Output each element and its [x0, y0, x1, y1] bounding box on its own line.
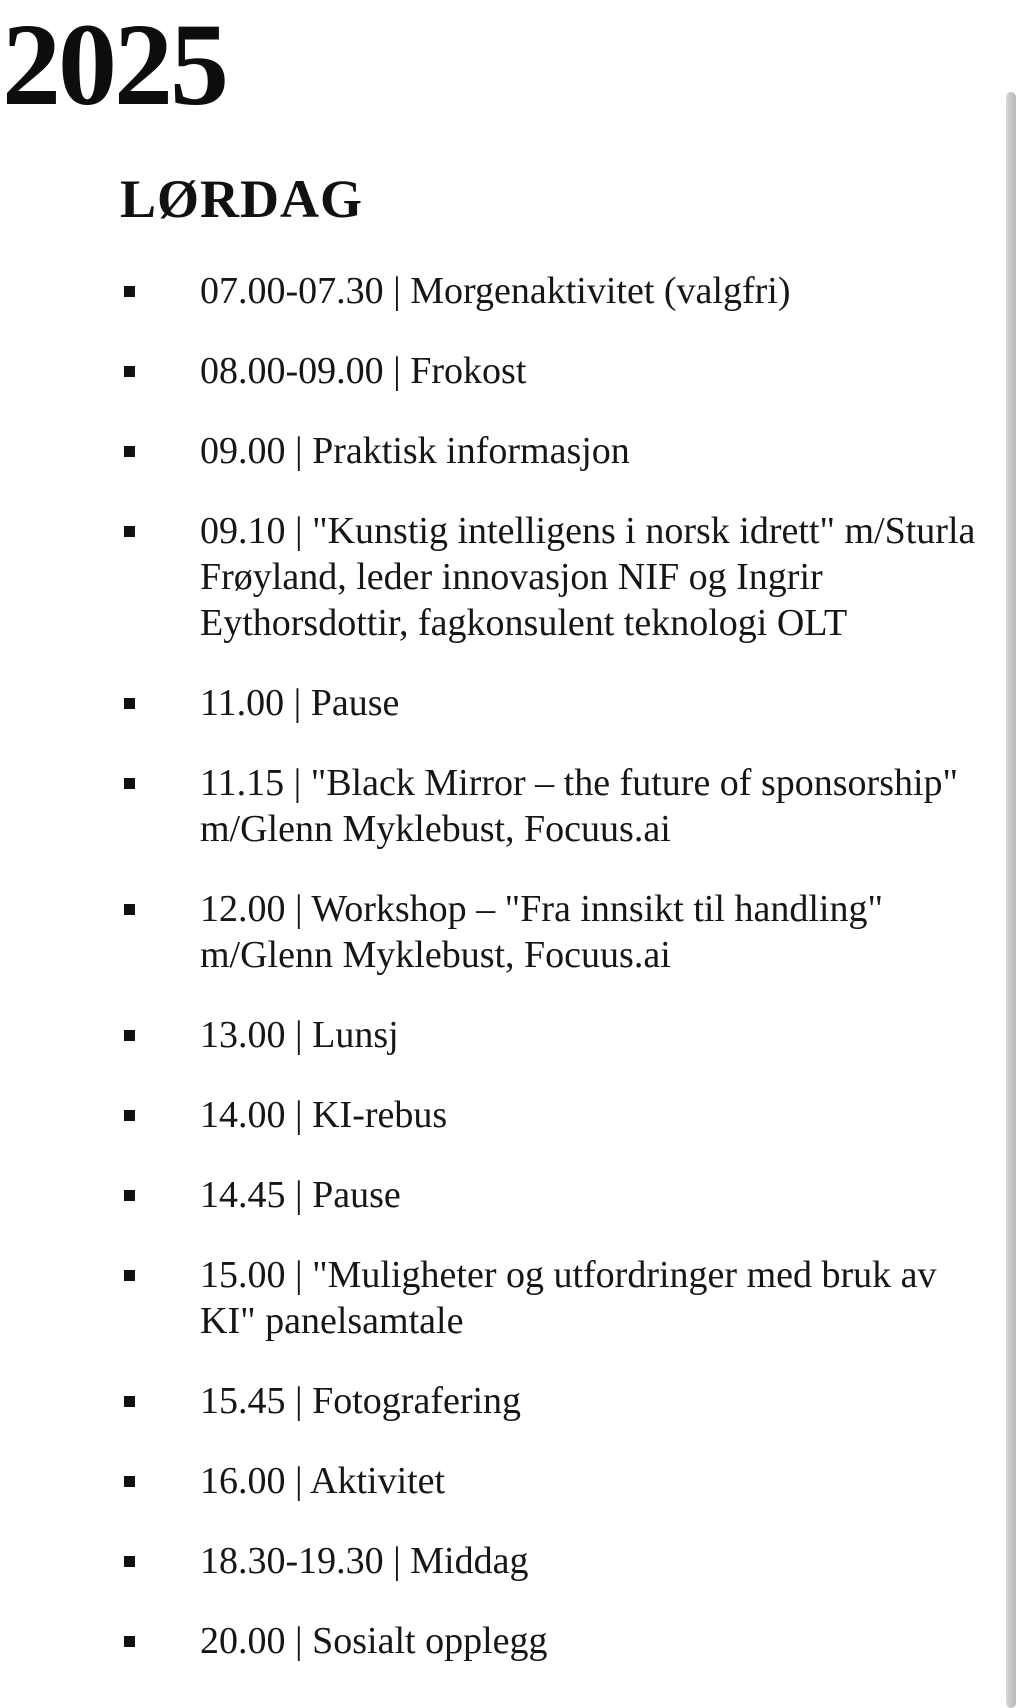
schedule-item: [120, 1618, 980, 1664]
schedule-item: [120, 1538, 980, 1584]
schedule-item: [120, 508, 980, 646]
square-bullet-icon: [124, 446, 135, 457]
square-bullet-icon: [124, 1190, 135, 1201]
square-bullet-icon: [124, 526, 135, 537]
schedule-item-text: 14.00 | KI-rebus: [200, 1094, 448, 1136]
schedule-item-text: 15.45 | Fotografering: [200, 1380, 522, 1422]
day-heading: LØRDAG: [120, 169, 364, 229]
square-bullet-icon: [124, 1556, 135, 1567]
square-bullet-icon: [124, 1270, 135, 1281]
schedule-item-text: 09.00 | Praktisk informasjon: [200, 430, 630, 472]
schedule-item: [120, 1172, 980, 1218]
schedule-item-text: 14.45 | Pause: [200, 1174, 401, 1216]
schedule-item: [120, 1252, 980, 1344]
schedule-item-text: 15.00 | "Muligheter og utfordringer med bruk av KI" panelsamtale: [200, 1254, 937, 1342]
schedule-item-text: 20.00 | Sosialt opplegg: [200, 1620, 548, 1662]
square-bullet-icon: [124, 1396, 135, 1407]
square-bullet-icon: [124, 1476, 135, 1487]
square-bullet-icon: [124, 778, 135, 789]
schedule-item-text: 09.10 | "Kunstig intelligens i norsk idrett" m/Sturla Frøyland, leder innovasjon NIF og Ingrir Eythorsdottir, fagkonsulent teknologi OLT: [200, 510, 976, 644]
schedule-item: [120, 268, 980, 314]
schedule-item-text: 13.00 | Lunsj: [200, 1014, 399, 1056]
schedule-item: [120, 428, 980, 474]
schedule-item-text: 18.30-19.30 | Middag: [200, 1540, 529, 1582]
vertical-scrollbar[interactable]: [1006, 92, 1016, 1708]
scrollbar-thumb[interactable]: [1006, 92, 1016, 1708]
schedule-item-text: 08.00-09.00 | Frokost: [200, 350, 527, 392]
schedule-item: [120, 1378, 980, 1424]
schedule-item: [120, 1092, 980, 1138]
schedule-item-text: 11.00 | Pause: [200, 682, 400, 724]
schedule-item: [120, 1458, 980, 1504]
square-bullet-icon: [124, 1110, 135, 1121]
schedule-item: [120, 886, 980, 978]
schedule-item: [120, 348, 980, 394]
square-bullet-icon: [124, 286, 135, 297]
schedule-item: [120, 760, 980, 852]
square-bullet-icon: [124, 1636, 135, 1647]
square-bullet-icon: [124, 698, 135, 709]
square-bullet-icon: [124, 1030, 135, 1041]
schedule-item-text: 12.00 | Workshop – "Fra innsikt til handling" m/Glenn Myklebust, Focuus.ai: [200, 888, 883, 976]
schedule-list: [120, 268, 980, 1698]
schedule-item: [120, 680, 980, 726]
square-bullet-icon: [124, 366, 135, 377]
square-bullet-icon: [124, 904, 135, 915]
schedule-item-text: 16.00 | Aktivitet: [200, 1460, 446, 1502]
page-title-year: 2025: [2, 0, 226, 130]
schedule-item-text: 11.15 | "Black Mirror – the future of sponsorship" m/Glenn Myklebust, Focuus.ai: [200, 762, 959, 850]
schedule-item-text: 07.00-07.30 | Morgenaktivitet (valgfri): [200, 270, 791, 312]
schedule-item: [120, 1012, 980, 1058]
